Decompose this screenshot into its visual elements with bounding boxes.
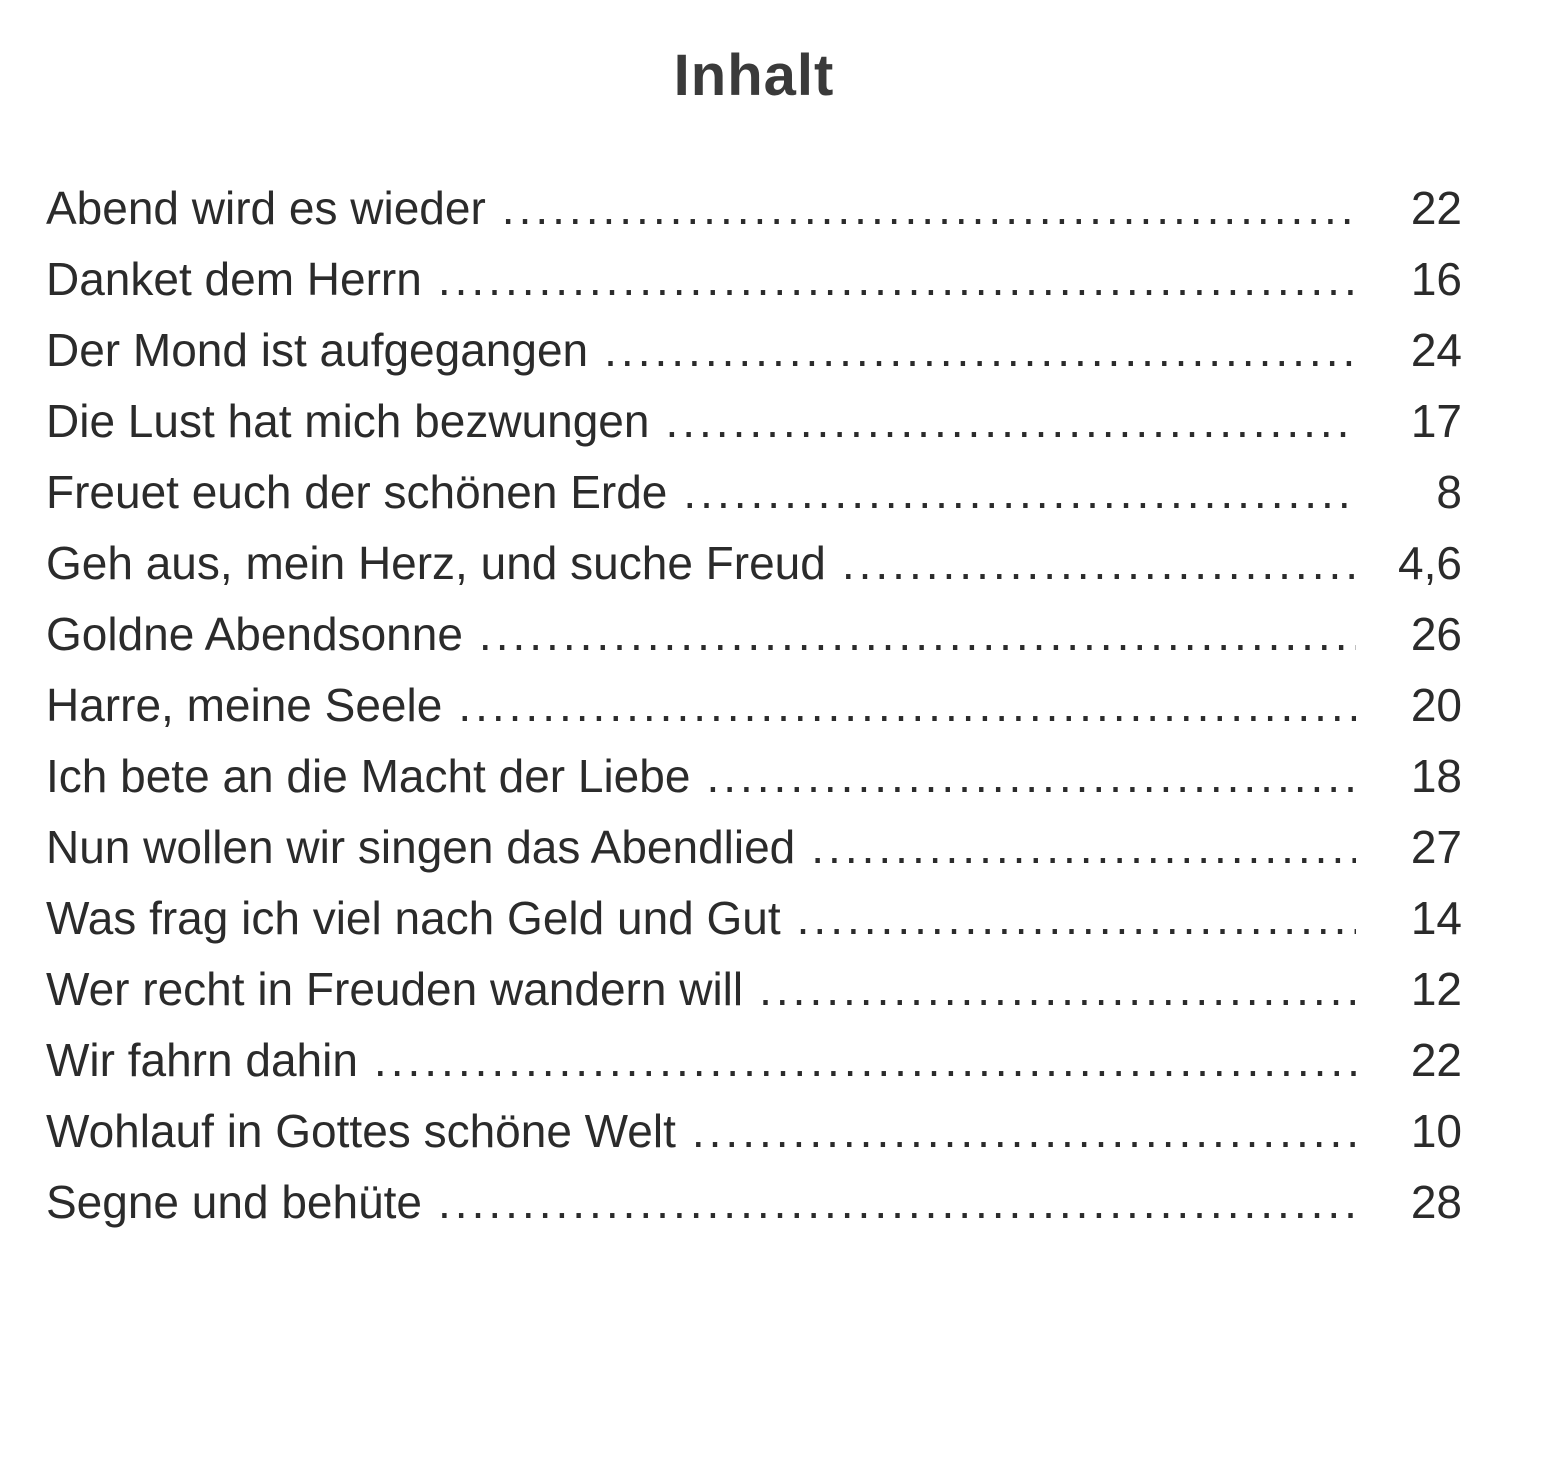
- toc-row: [46, 883, 1462, 954]
- dot-leader: [759, 954, 1356, 1025]
- page-number: 14: [1410, 892, 1462, 944]
- page-number: 26: [1410, 608, 1462, 660]
- page-number: 12: [1410, 963, 1462, 1015]
- song-title: Freuet euch der schönen Erde: [46, 466, 668, 518]
- song-title: Segne und behüte: [46, 1176, 423, 1228]
- song-title: Geh aus, mein Herz, und suche Freud: [46, 537, 826, 589]
- toc-row: [46, 741, 1462, 812]
- song-title: Goldne Abendsonne: [46, 608, 463, 660]
- toc-row: [46, 386, 1462, 457]
- song-title: Wer recht in Freuden wandern will: [46, 963, 744, 1015]
- dot-leader: [665, 386, 1356, 457]
- toc-row: [46, 599, 1462, 670]
- page-number: 24: [1410, 324, 1462, 376]
- page-number: 16: [1410, 253, 1462, 305]
- dot-leader: [374, 1025, 1356, 1096]
- song-title: Wir fahrn dahin: [46, 1034, 358, 1086]
- song-title: Wohlauf in Gottes schöne Welt: [46, 1105, 676, 1157]
- song-title: Nun wollen wir singen das Abendlied: [46, 821, 796, 873]
- toc-row: [46, 528, 1462, 599]
- dot-leader: [683, 457, 1356, 528]
- dot-leader: [438, 1167, 1356, 1238]
- toc-row: [46, 315, 1462, 386]
- dot-leader: [604, 315, 1356, 386]
- page-number: 4,6: [1398, 537, 1462, 589]
- toc-row: [46, 954, 1462, 1025]
- page-number: 18: [1410, 750, 1462, 802]
- page-number: 8: [1436, 466, 1462, 518]
- song-title: Harre, meine Seele: [46, 679, 443, 731]
- dot-leader: [706, 741, 1356, 812]
- dot-leader: [438, 244, 1356, 315]
- dot-leader: [458, 670, 1356, 741]
- toc-row: [46, 1167, 1462, 1238]
- toc-row: [46, 1025, 1462, 1096]
- page-number: 22: [1410, 182, 1462, 234]
- page-number: 17: [1410, 395, 1462, 447]
- toc-row: [46, 670, 1462, 741]
- toc-row: [46, 173, 1462, 244]
- page-number: 10: [1410, 1105, 1462, 1157]
- page-title: Inhalt: [673, 43, 835, 108]
- toc-row: [46, 812, 1462, 883]
- dot-leader: [797, 883, 1356, 954]
- song-title: Was frag ich viel nach Geld und Gut: [46, 892, 781, 944]
- dot-leader: [502, 173, 1356, 244]
- page-number: 28: [1410, 1176, 1462, 1228]
- song-title: Abend wird es wieder: [46, 182, 486, 234]
- dot-leader: [479, 599, 1356, 670]
- dot-leader: [692, 1096, 1356, 1167]
- song-title: Die Lust hat mich bezwungen: [46, 395, 650, 447]
- page-number: 27: [1410, 821, 1462, 873]
- song-title: Der Mond ist aufgegangen: [46, 324, 589, 376]
- dot-leader: [811, 812, 1356, 883]
- toc-list: [46, 173, 1462, 1238]
- dot-leader: [842, 528, 1356, 599]
- song-title: Ich bete an die Macht der Liebe: [46, 750, 691, 802]
- page-number: 22: [1410, 1034, 1462, 1086]
- page-number: 20: [1410, 679, 1462, 731]
- song-title: Danket dem Herrn: [46, 253, 422, 305]
- toc-row: [46, 457, 1462, 528]
- toc-row: [46, 1096, 1462, 1167]
- toc-row: [46, 244, 1462, 315]
